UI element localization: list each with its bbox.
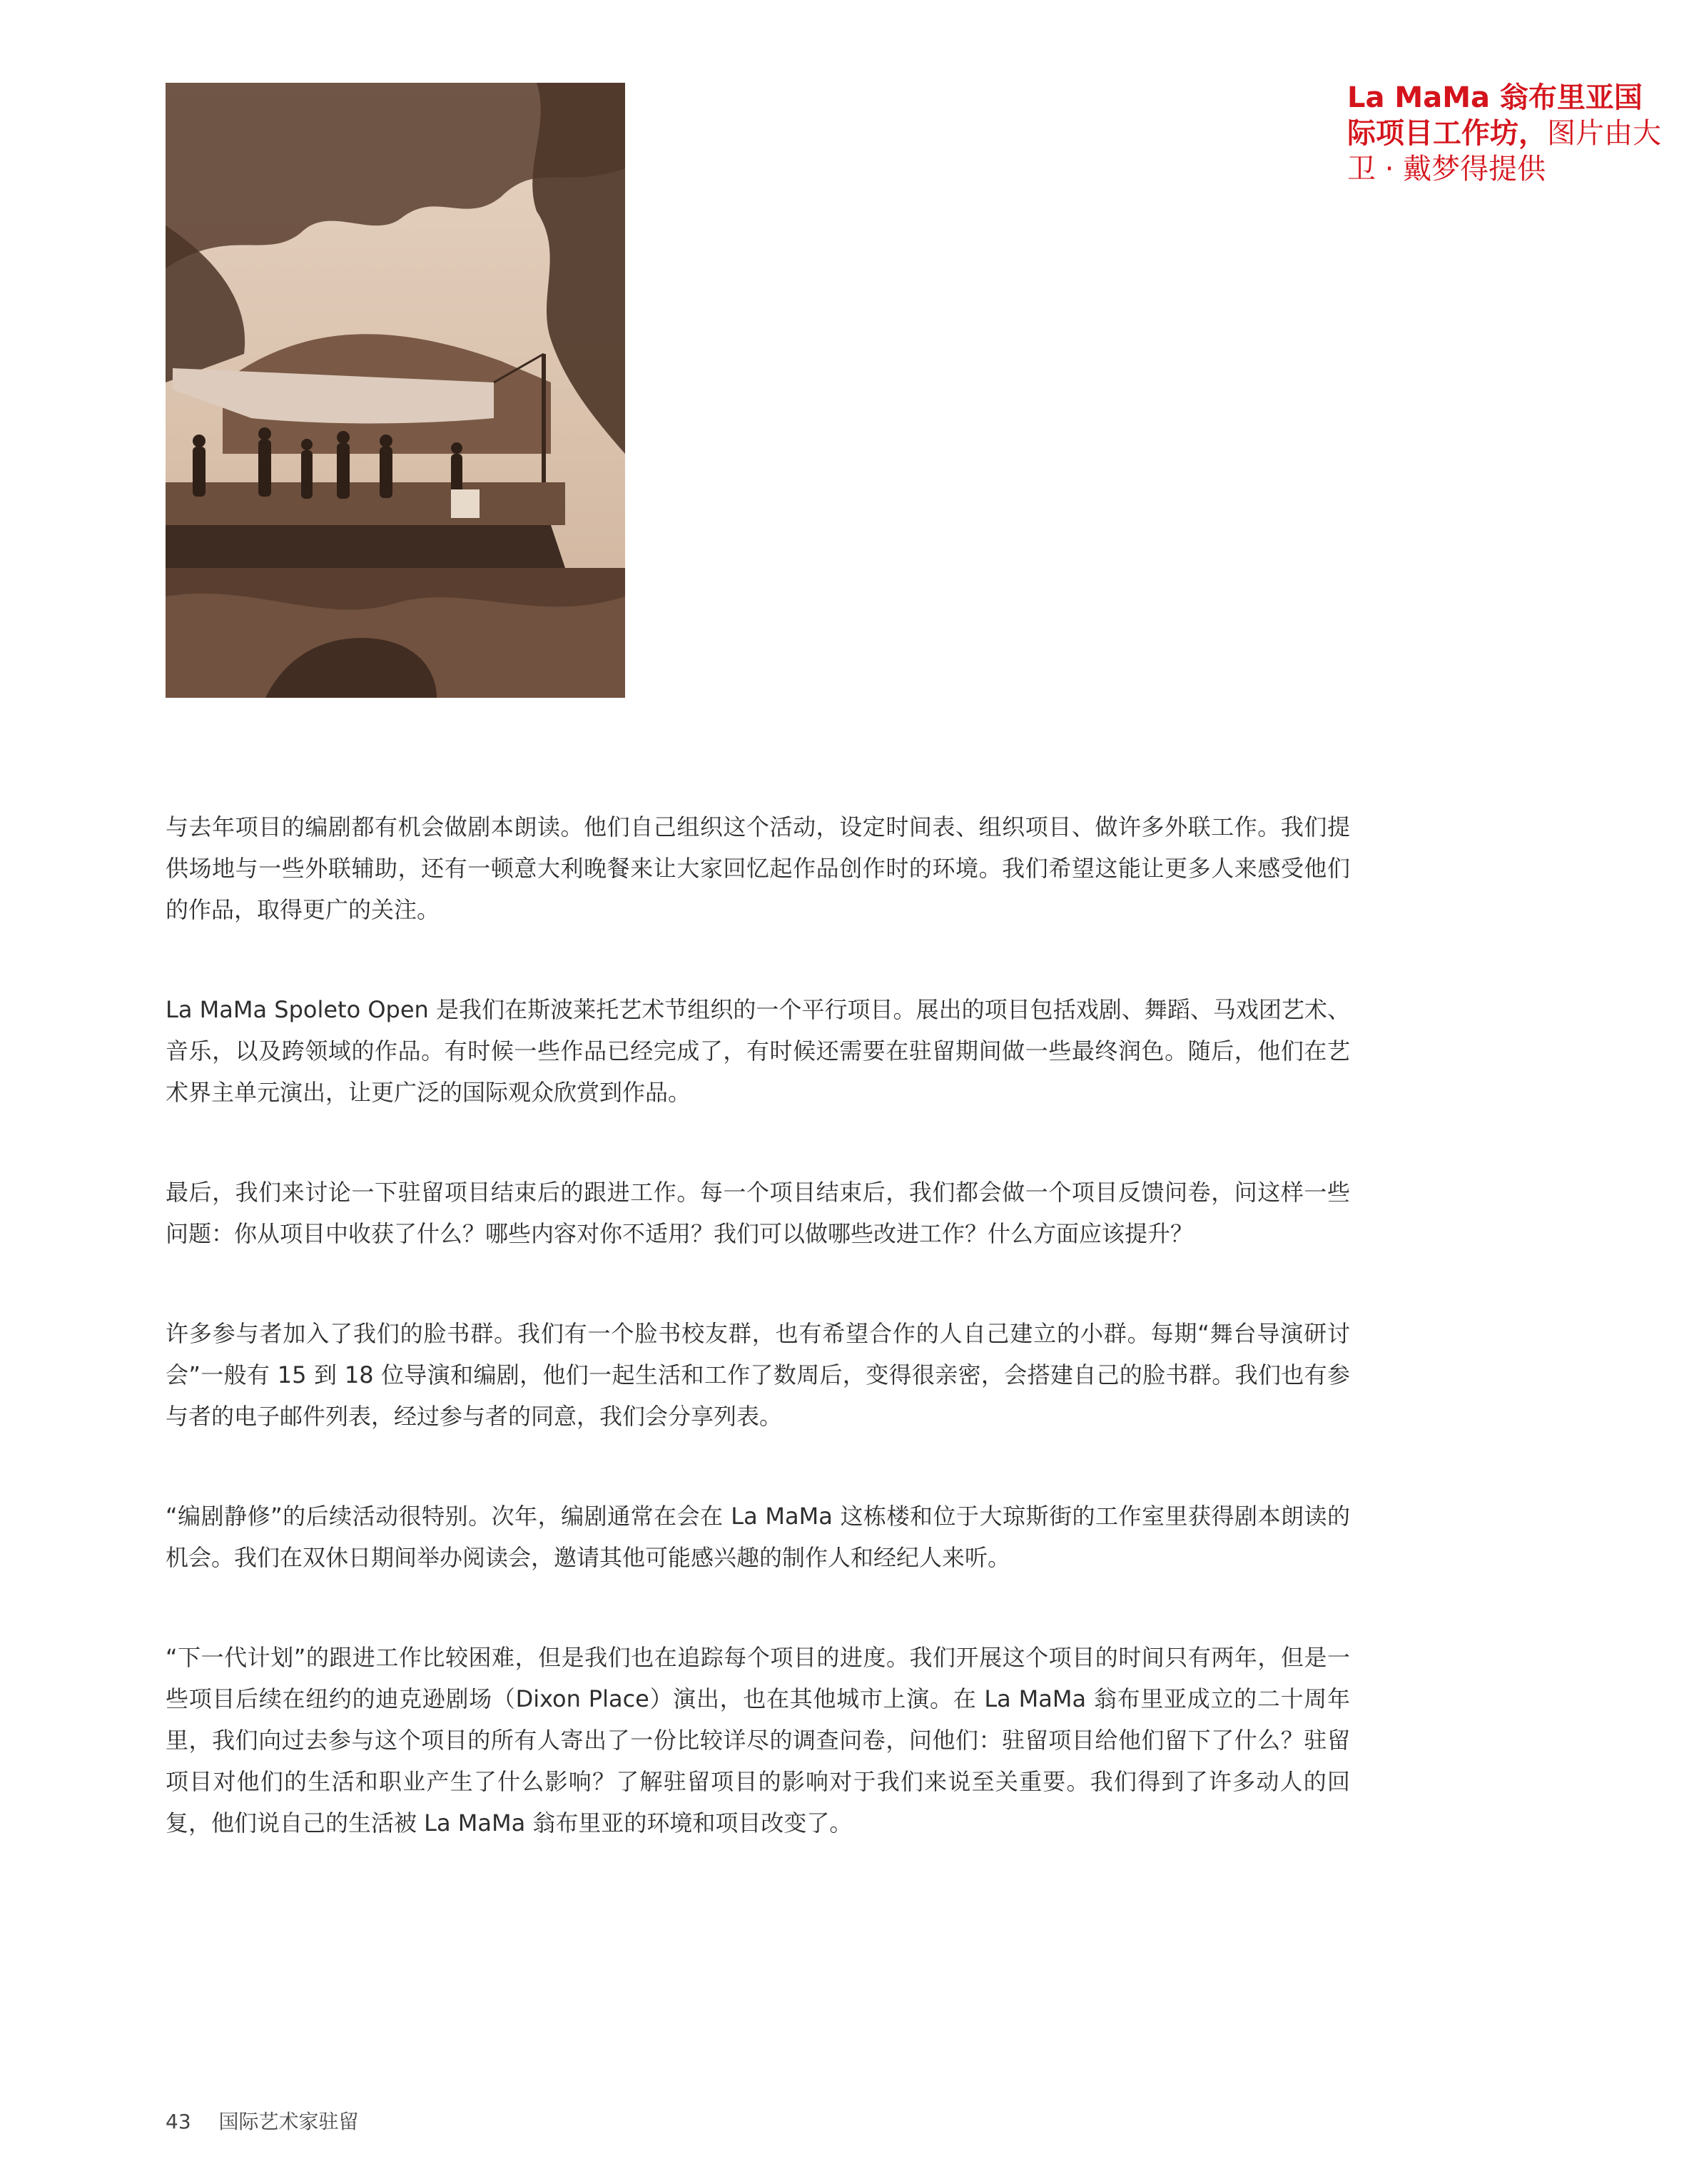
page-number: 43 — [166, 2110, 191, 2133]
paragraph: 许多参与者加入了我们的脸书群。我们有一个脸书校友群，也有希望合作的人自己建立的小群。每期“舞台导演研讨会”一般有 15 到 18 位导演和编剧，他们一起生活和工作了数周后，变得很亲密，会搭建自己的脸书群。我们也有参与者的电子邮件列表，经过参与者的同意，我们会分享列表。 — [166, 1320, 1350, 1430]
publication-title: 国际艺术家驻留 — [218, 2110, 359, 2133]
caption-title: La MaMa 翁布里亚国际项目工作坊， — [1347, 81, 1643, 150]
paragraph: 最后，我们来讨论一下驻留项目结束后的跟进工作。每一个项目结束后，我们都会做一个项目反馈问卷，问这样一些问题：你从项目中收获了什么？哪些内容对你不适用？我们可以做哪些改进工作？什么方面应该提升？ — [166, 1179, 1350, 1247]
paragraph: 与去年项目的编剧都有机会做剧本朗读。他们自己组织这个活动，设定时间表、组织项目、做许多外联工作。我们提供场地与一些外联辅助，还有一顿意大利晚餐来让大家回忆起作品创作时的环境。我们希望这能让更多人来感受他们的作品，取得更广的关注。 — [166, 813, 1350, 923]
outdoor-stage-illustration — [166, 83, 625, 698]
paragraph: “下一代计划”的跟进工作比较困难，但是我们也在追踪每个项目的进度。我们开展这个项目的时间只有两年，但是一些项目后续在纽约的迪克逊剧场（Dixon Place）演出，也在其他城市上演。在 La MaMa 翁布里亚成立的二十周年里，我们向过去参与这个项目的所有人寄出了一份比较详尽的调查问卷，问他们：驻留项目给他们留下了什么？驻留项目对他们的生活和职业产生了什么影响？了解驻留项目的影响对于我们来说至关重要。我们得到了许多动人的回复，他们说自己的生活被 La MaMa 翁布里亚的环境和项目改变了。 — [166, 1644, 1350, 1837]
caption-credit: 图片由大卫 · 戴梦得提供 — [1347, 117, 1661, 186]
paragraph: La MaMa Spoleto Open 是我们在斯波莱托艺术节组织的一个平行项目。展出的项目包括戏剧、舞蹈、马戏团艺术、音乐，以及跨领域的作品。有时候一些作品已经完成了，有时候还需要在驻留期间做一些最终润色。随后，他们在艺术界主单元演出，让更广泛的国际观众欣赏到作品。 — [166, 996, 1350, 1106]
article-body — [166, 806, 1350, 1902]
paragraph: “编剧静修”的后续活动很特别。次年，编剧通常在会在 La MaMa 这栋楼和位于大琼斯街的工作室里获得剧本朗读的机会。我们在双休日期间举办阅读会，邀请其他可能感兴趣的制作人和经纪人来听。 — [166, 1503, 1350, 1571]
page-footer — [166, 2106, 359, 2135]
photo-caption — [1347, 80, 1661, 187]
workshop-photo — [166, 83, 625, 698]
